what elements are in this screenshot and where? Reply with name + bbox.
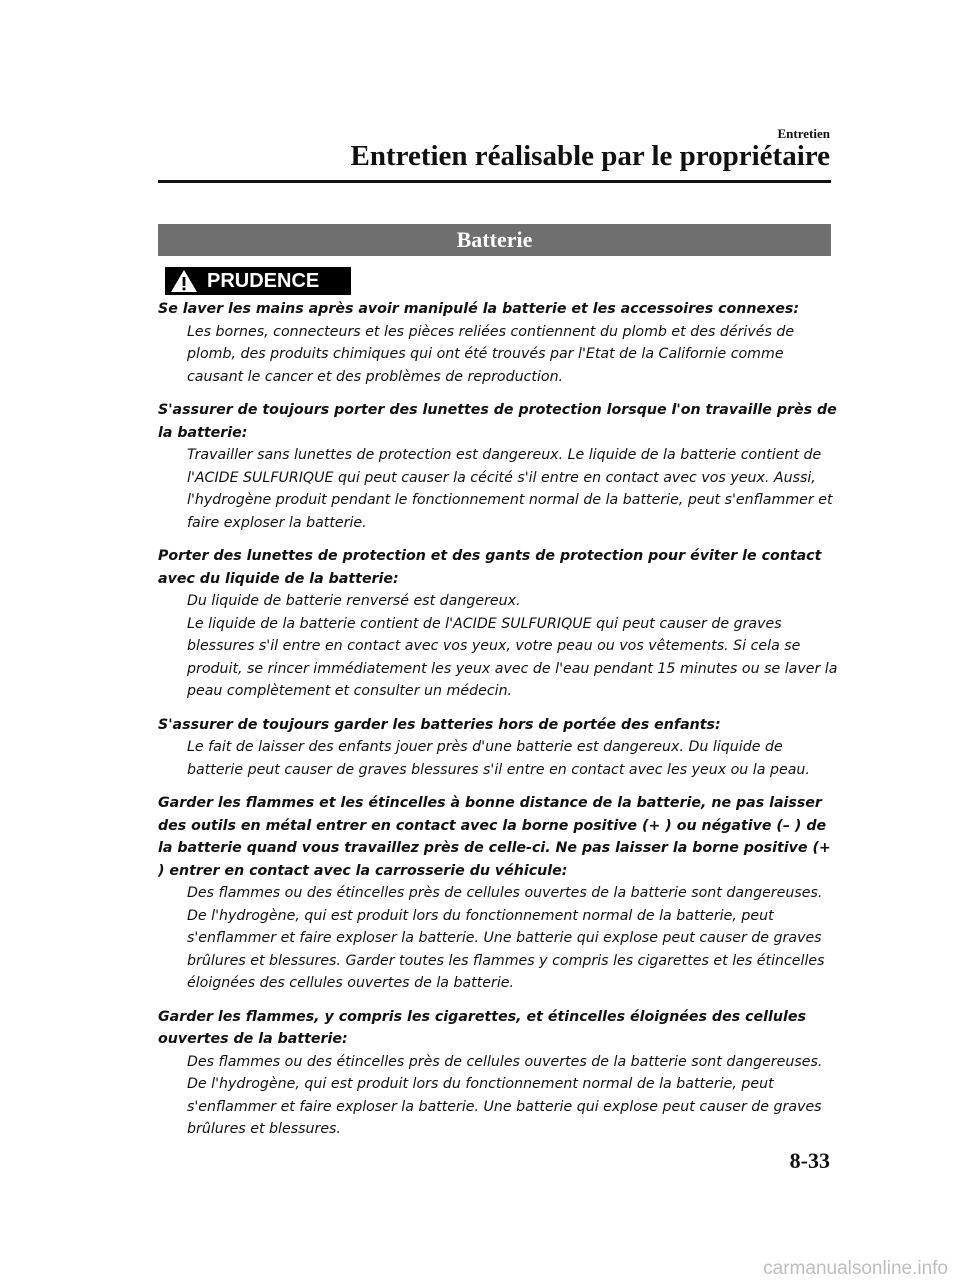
warning-body (187, 321, 838, 389)
caution-banner (165, 267, 351, 295)
warning-paragraph: Des flammes ou des étincelles près de cellules ouvertes de la batterie sont dangereuses. De l'hydrogène, qui est produit lors du fonctionnement normal de la batterie, peut s'enflammer et faire exploser la batterie. Une batterie qui explose peut causer de graves brûlures et blessures. Garder toutes les flammes y compris les cigarettes et les étincelles éloignées des cellules ouvertes de la batterie. (187, 885, 825, 991)
warning-paragraph: Le fait de laisser des enfants jouer près d'une batterie est dangereux. Du liquide de batterie peut causer de graves blessures s'il entre en contact avec les yeux ou la peau. (187, 739, 810, 778)
warning-body (187, 1051, 838, 1141)
warning-list (158, 298, 838, 1152)
caution-label: PRUDENCE (207, 269, 320, 292)
warning-triangle-icon (169, 268, 199, 294)
warning-title: Garder les flammes et les étincelles à bonne distance de la batterie, ne pas laisser des outils en métal entrer en contact avec la borne positive (+ ) ou négative (– ) de la batterie quand vous travaillez près de celle-ci. Ne pas laisser la borne positive (+ ) entrer en contact avec la carrosserie du véhicule: (158, 795, 831, 879)
warning-paragraph: Le liquide de la batterie contient de l'ACIDE SULFURIQUE qui peut causer de graves blessures s'il entre en contact avec vos yeux, votre peau ou vos vêtements. Si cela se produit, se rincer immédiatement les yeux avec de l'eau pendant 15 minutes ou se laver la peau complètement et consulter un médecin. (187, 615, 838, 699)
section-title-bar: Batterie (158, 224, 831, 256)
warning-item (158, 792, 838, 995)
warning-paragraph: Des flammes ou des étincelles près de cellules ouvertes de la batterie sont dangereuses. De l'hydrogène, qui est produit lors du fonctionnement normal de la batterie, peut s'enflammer et faire exploser la batterie. Une batterie qui explose peut causer de graves brûlures et blessures. (187, 1053, 823, 1137)
warning-item (158, 714, 838, 782)
page-number: 8-33 (789, 1148, 830, 1173)
warning-title: Porter des lunettes de protection et des gants de protection pour éviter le contact avec du liquide de la batterie: (158, 548, 822, 587)
warning-title: S'assurer de toujours porter des lunettes de protection lorsque l'on travaille près de la batterie: (158, 402, 837, 441)
warning-paragraph: Du liquide de batterie renversé est dangereux. (187, 593, 521, 609)
warning-item (158, 399, 838, 534)
warning-title: Garder les flammes, y compris les cigarettes, et étincelles éloignées des cellules ouvertes de la batterie: (158, 1008, 806, 1047)
warning-paragraph: Les bornes, connecteurs et les pièces reliées contiennent du plomb et des dérivés de plomb, des produits chimiques qui ont été trouvés par l'Etat de la Californie comme causant le cancer et des problèmes de reproduction. (187, 323, 795, 385)
page-header-title: Entretien réalisable par le propriétaire (350, 140, 830, 172)
warning-item (158, 545, 838, 703)
chapter-label: Entretien (777, 126, 830, 141)
warning-body (187, 736, 838, 781)
warning-item (158, 298, 838, 388)
warning-title: Se laver les mains après avoir manipulé la batterie et les accessoires connexes: (158, 301, 800, 317)
warning-body (187, 882, 838, 995)
watermark: carmanualsonline.info (763, 1258, 948, 1279)
warning-title: S'assurer de toujours garder les batteries hors de portée des enfants: (158, 716, 721, 733)
header-divider (158, 180, 831, 183)
warning-body (187, 444, 838, 534)
warning-paragraph: Travailler sans lunettes de protection est dangereux. Le liquide de la batterie contient de l'ACIDE SULFURIQUE qui peut causer la cécité s'il entre en contact avec vos yeux. Aussi, l'hydrogène produit pendant le fonctionnement normal de la batterie, peut s'enflammer et faire exploser la batterie. (187, 447, 833, 531)
warning-body (187, 590, 838, 703)
warning-item (158, 1006, 838, 1141)
